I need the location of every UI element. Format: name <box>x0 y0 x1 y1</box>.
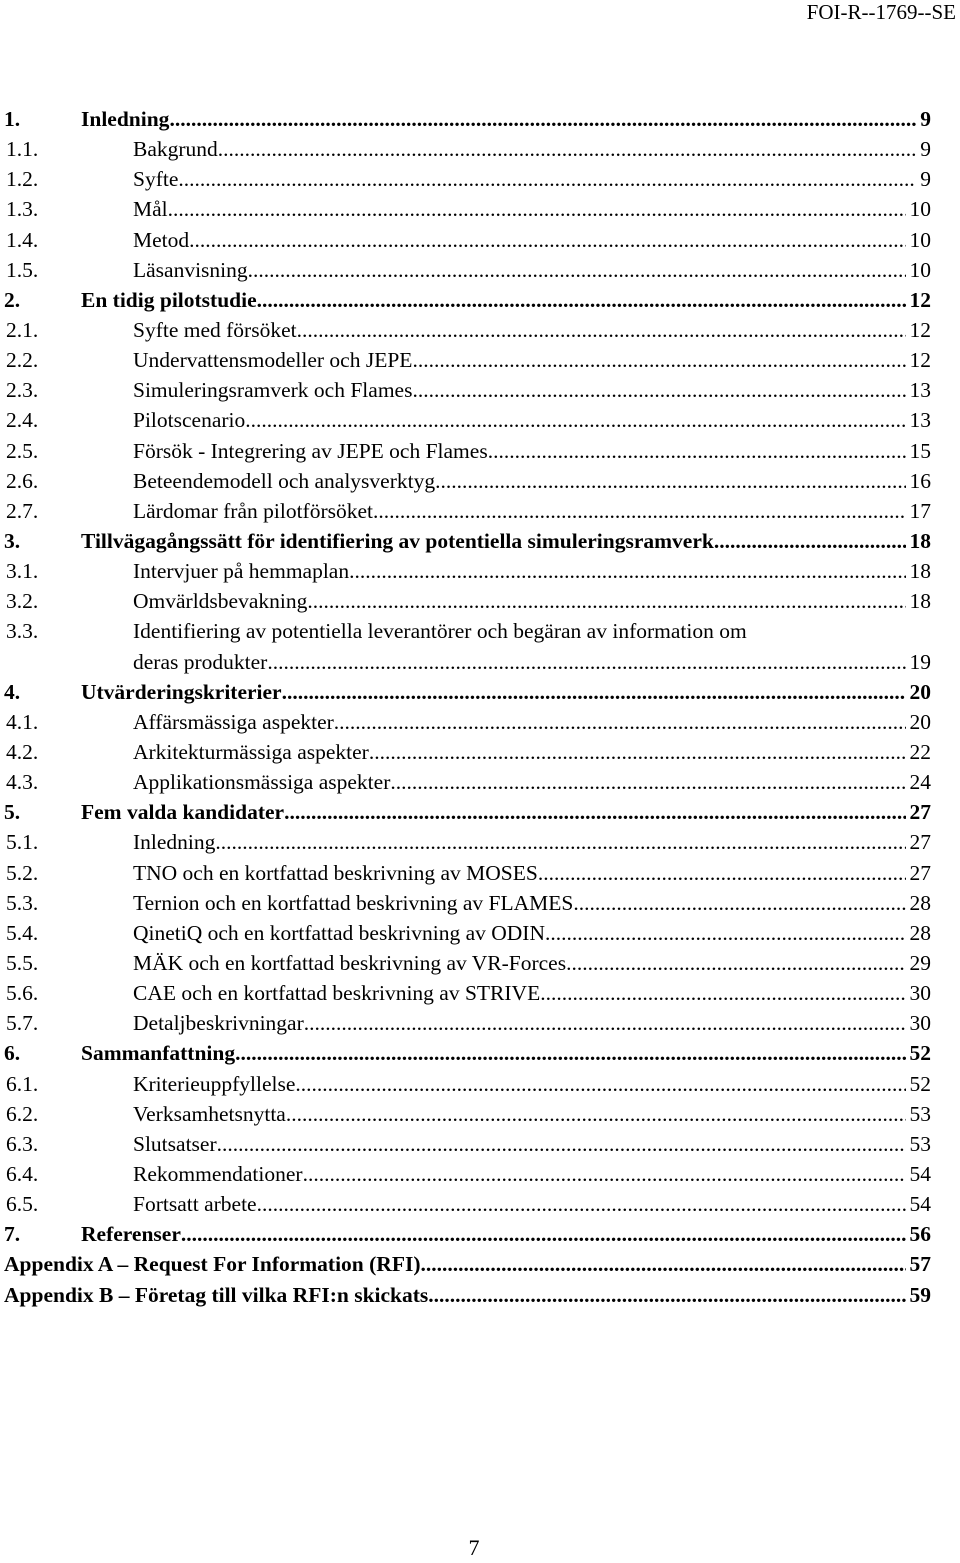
toc-page-number: 13 <box>909 408 931 433</box>
toc-section-number: 5. <box>4 800 21 825</box>
toc-page-number: 28 <box>909 920 931 945</box>
toc-page-number: 29 <box>909 950 931 975</box>
toc-entry[interactable] <box>4 466 931 496</box>
toc-section-number: 2.6. <box>6 468 39 493</box>
toc-page-number: 10 <box>909 197 931 222</box>
toc-entry[interactable] <box>4 978 931 1008</box>
toc-dot-leader <box>178 164 916 194</box>
toc-entry[interactable] <box>4 496 931 526</box>
toc-title: Syfte <box>133 167 179 192</box>
toc-entry[interactable] <box>4 858 931 888</box>
toc-entry[interactable] <box>4 526 931 556</box>
toc-entry[interactable] <box>4 677 931 707</box>
toc-title: MÄK och en kortfattad beskrivning av VR-Forces <box>133 950 567 975</box>
toc-title: Bakgrund <box>133 137 218 162</box>
toc-page-number: 30 <box>909 1011 931 1036</box>
toc-dot-leader <box>257 1189 906 1219</box>
toc-title: Verksamhetsnytta <box>133 1101 286 1126</box>
toc-section-number: 7. <box>4 1222 21 1247</box>
toc-entry[interactable] <box>4 104 931 134</box>
toc-entry[interactable] <box>4 225 931 255</box>
toc-section-number: 1.5. <box>6 257 39 282</box>
toc-title: Detaljbeskrivningar <box>133 1011 304 1036</box>
toc-dot-leader <box>538 858 906 888</box>
toc-entry[interactable] <box>4 194 931 224</box>
toc-section-number: 6.1. <box>6 1071 39 1096</box>
toc-title: Metod <box>133 227 190 252</box>
toc-title: Pilotscenario <box>133 408 246 433</box>
toc-entry[interactable] <box>4 737 931 767</box>
toc-page-number: 52 <box>909 1041 931 1066</box>
toc-title: Ternion och en kortfattad beskrivning av FLAMES <box>133 890 574 915</box>
toc-page-number: 18 <box>909 559 931 584</box>
toc-section-number: 2. <box>4 287 21 312</box>
toc-page-number: 10 <box>909 257 931 282</box>
toc-entry[interactable] <box>4 1159 931 1189</box>
toc-section-number: 1.4. <box>6 227 39 252</box>
toc-page-number: 15 <box>909 438 931 463</box>
toc-entry[interactable] <box>4 405 931 435</box>
toc-title: Arkitekturmässiga aspekter <box>133 739 369 764</box>
toc-title: Utvärderingskriterier <box>81 679 282 704</box>
toc-entry[interactable] <box>4 797 931 827</box>
toc-dot-leader <box>297 315 906 345</box>
toc-dot-leader <box>248 255 906 285</box>
toc-entry[interactable] <box>4 1038 931 1068</box>
toc-dot-leader <box>573 888 905 918</box>
toc-section-number: 4.3. <box>6 770 39 795</box>
toc-page-number: 18 <box>909 528 931 553</box>
toc-page-number: 30 <box>909 981 931 1006</box>
toc-title: Appendix A – Request For Information (RFI) <box>4 1252 421 1277</box>
toc-entry[interactable] <box>4 556 931 586</box>
toc-section-number: 4.2. <box>6 739 39 764</box>
toc-title: TNO och en kortfattad beskrivning av MOSES <box>133 860 538 885</box>
toc-page-number: 22 <box>909 739 931 764</box>
toc-dot-leader <box>412 375 905 405</box>
toc-section-number: 5.3. <box>6 890 39 915</box>
toc-dot-leader <box>349 556 905 586</box>
toc-entry[interactable] <box>4 1129 931 1159</box>
toc-dot-leader <box>257 285 906 315</box>
page-number: 7 <box>468 1535 480 1560</box>
toc-section-number: 2.5. <box>6 438 39 463</box>
toc-page-number: 19 <box>909 649 931 674</box>
toc-title: Fem valda kandidater <box>81 800 285 825</box>
toc-page-number: 27 <box>909 800 931 825</box>
toc-page-number: 27 <box>909 860 931 885</box>
toc-dot-leader <box>545 918 906 948</box>
toc-section-number: 2.2. <box>6 348 39 373</box>
toc-dot-leader <box>235 1038 905 1068</box>
toc-title: Inledning <box>81 107 170 131</box>
toc-page-number: 9 <box>920 137 931 162</box>
toc-page-number: 59 <box>909 1282 931 1307</box>
toc-page-number: 13 <box>909 378 931 403</box>
toc-dot-leader <box>295 1069 905 1099</box>
toc-dot-leader <box>303 1159 906 1189</box>
toc-title: Läsanvisning <box>133 257 248 282</box>
toc-page-number: 17 <box>909 498 931 523</box>
toc-page-number: 12 <box>909 317 931 342</box>
toc-title: Referenser <box>81 1222 181 1247</box>
toc-dot-leader <box>218 134 916 164</box>
toc-title: Intervjuer på hemmaplan <box>133 559 350 584</box>
toc-entry[interactable] <box>4 164 931 194</box>
toc-dot-leader <box>282 677 906 707</box>
toc-dot-leader <box>181 1219 906 1249</box>
toc-section-number: 5.1. <box>6 830 39 855</box>
toc-entry[interactable] <box>4 767 931 797</box>
toc-page-number: 12 <box>909 348 931 373</box>
toc-page-number: 54 <box>909 1192 931 1217</box>
toc-section-number: 1.3. <box>6 197 39 222</box>
toc-title: Simuleringsramverk och Flames <box>133 378 413 403</box>
toc-section-number: 2.7. <box>6 498 39 523</box>
toc-page-number: 18 <box>909 589 931 614</box>
toc-entry[interactable] <box>4 586 931 616</box>
toc-title: Kriterieuppfyllelse <box>133 1071 296 1096</box>
toc-title: Omvärldsbevakning <box>133 589 308 614</box>
toc-title: Slutsatser <box>133 1131 217 1156</box>
toc-entry[interactable] <box>4 1008 931 1038</box>
toc-title: Fortsatt arbete <box>133 1192 257 1217</box>
toc-dot-leader <box>714 526 906 556</box>
toc-dot-leader <box>428 1280 905 1310</box>
toc-entry[interactable] <box>4 918 931 948</box>
toc-dot-leader <box>215 827 905 857</box>
toc-title: Tillvägagångssätt för identifiering av potentiella simuleringsramverk <box>81 528 714 553</box>
toc-page-number: 57 <box>909 1252 931 1277</box>
toc-section-number: 1.2. <box>6 167 39 192</box>
toc-title: CAE och en kortfattad beskrivning av STRIVE <box>133 981 541 1006</box>
toc-dot-leader <box>169 104 916 134</box>
toc-dot-leader <box>369 737 906 767</box>
toc-dot-leader <box>189 225 905 255</box>
toc-entry[interactable] <box>4 315 931 345</box>
toc-entry[interactable] <box>4 436 931 466</box>
toc-section-number: 5.6. <box>6 981 39 1006</box>
toc-entry[interactable] <box>4 1069 931 1099</box>
toc-section-number: 5.5. <box>6 950 39 975</box>
toc-title: Mål <box>133 197 168 222</box>
toc-entry[interactable] <box>4 1099 931 1129</box>
toc-entry[interactable] <box>4 707 931 737</box>
toc-section-number: 6.2. <box>6 1101 39 1126</box>
toc-title: Lärdomar från pilotförsöket <box>133 498 373 523</box>
toc-dot-leader <box>307 586 905 616</box>
toc-section-number: 2.3. <box>6 378 39 403</box>
toc-page-number: 28 <box>909 890 931 915</box>
toc-entry[interactable] <box>4 345 931 375</box>
toc-page-number: 54 <box>909 1161 931 1186</box>
toc-section-number: 5.7. <box>6 1011 39 1036</box>
toc-title: QinetiQ och en kortfattad beskrivning av ODIN <box>133 920 545 945</box>
toc-section-number: 4.1. <box>6 709 39 734</box>
toc-page-number: 24 <box>909 770 931 795</box>
toc-entry[interactable] <box>4 827 931 857</box>
toc-dot-leader <box>566 948 905 978</box>
toc-entry[interactable] <box>4 1280 931 1310</box>
toc-page-number: 9 <box>920 167 931 192</box>
toc-entry[interactable] <box>4 948 931 978</box>
toc-section-number: 2.4. <box>6 408 39 433</box>
toc-title: Försök - Integrering av JEPE och Flames <box>133 438 488 463</box>
toc-page-number: 27 <box>909 830 931 855</box>
toc-title: Syfte med försöket <box>133 317 297 342</box>
table-of-contents <box>4 104 931 1310</box>
toc-title: Appendix B – Företag till vilka RFI:n skickats <box>4 1282 429 1307</box>
toc-entry[interactable] <box>4 375 931 405</box>
toc-dot-leader <box>373 496 906 526</box>
toc-entry[interactable] <box>4 255 931 285</box>
toc-title: En tidig pilotstudie <box>81 287 257 312</box>
toc-dot-leader <box>286 1099 906 1129</box>
toc-section-number: 1. <box>4 107 21 131</box>
toc-entry[interactable] <box>4 616 931 676</box>
toc-title: Beteendemodell och analysverktyg <box>133 468 436 493</box>
toc-page-number: 56 <box>909 1222 931 1247</box>
toc-dot-leader <box>334 707 906 737</box>
toc-title: Affärsmässiga aspekter <box>133 709 334 734</box>
toc-dot-leader <box>267 647 905 677</box>
toc-title-continuation: deras produkter <box>133 649 268 674</box>
toc-dot-leader <box>421 1249 906 1279</box>
toc-page-number: 20 <box>909 709 931 734</box>
toc-dot-leader <box>217 1129 906 1159</box>
toc-page-number: 10 <box>909 227 931 252</box>
toc-entry[interactable] <box>4 1189 931 1219</box>
toc-title: Applikationsmässiga aspekter <box>133 770 391 795</box>
toc-entry[interactable] <box>4 134 931 164</box>
toc-section-number: 5.2. <box>6 860 39 885</box>
toc-title: Inledning <box>133 830 216 855</box>
toc-section-number: 6.3. <box>6 1131 39 1156</box>
toc-section-number: 3.3. <box>6 619 39 644</box>
toc-section-number: 6. <box>4 1041 21 1066</box>
toc-section-number: 5.4. <box>6 920 39 945</box>
toc-section-number: 1.1. <box>6 137 39 162</box>
toc-dot-leader <box>435 466 905 496</box>
toc-page-number: 53 <box>909 1101 931 1126</box>
toc-dot-leader <box>390 767 905 797</box>
toc-dot-leader <box>304 1008 906 1038</box>
toc-dot-leader <box>540 978 905 1008</box>
toc-section-number: 2.1. <box>6 317 39 342</box>
toc-page-number: 12 <box>909 287 931 312</box>
toc-page-number: 52 <box>909 1071 931 1096</box>
toc-dot-leader <box>168 194 906 224</box>
toc-entry[interactable] <box>4 1249 931 1279</box>
toc-section-number: 6.5. <box>6 1192 39 1217</box>
toc-dot-leader <box>284 797 905 827</box>
toc-dot-leader <box>245 405 905 435</box>
toc-page-number: 20 <box>909 679 931 704</box>
toc-section-number: 4. <box>4 679 21 704</box>
toc-page-number: 9 <box>920 107 931 131</box>
document-id-header: FOI-R--1769--SE <box>806 0 956 24</box>
toc-title: Rekommendationer <box>133 1161 303 1186</box>
toc-section-number: 3.2. <box>6 589 39 614</box>
toc-section-number: 3.1. <box>6 559 39 584</box>
toc-page-number: 53 <box>909 1131 931 1156</box>
toc-title: Identifiering av potentiella leverantörer och begäran av information om <box>133 619 747 644</box>
toc-dot-leader <box>412 345 905 375</box>
toc-entry[interactable] <box>4 1219 931 1249</box>
toc-dot-leader <box>488 436 906 466</box>
toc-entry[interactable] <box>4 888 931 918</box>
toc-section-number: 6.4. <box>6 1161 39 1186</box>
toc-title: Undervattensmodeller och JEPE <box>133 348 413 373</box>
toc-title: Sammanfattning <box>81 1041 236 1066</box>
toc-entry[interactable] <box>4 285 931 315</box>
toc-page-number: 16 <box>909 468 931 493</box>
toc-section-number: 3. <box>4 528 21 553</box>
